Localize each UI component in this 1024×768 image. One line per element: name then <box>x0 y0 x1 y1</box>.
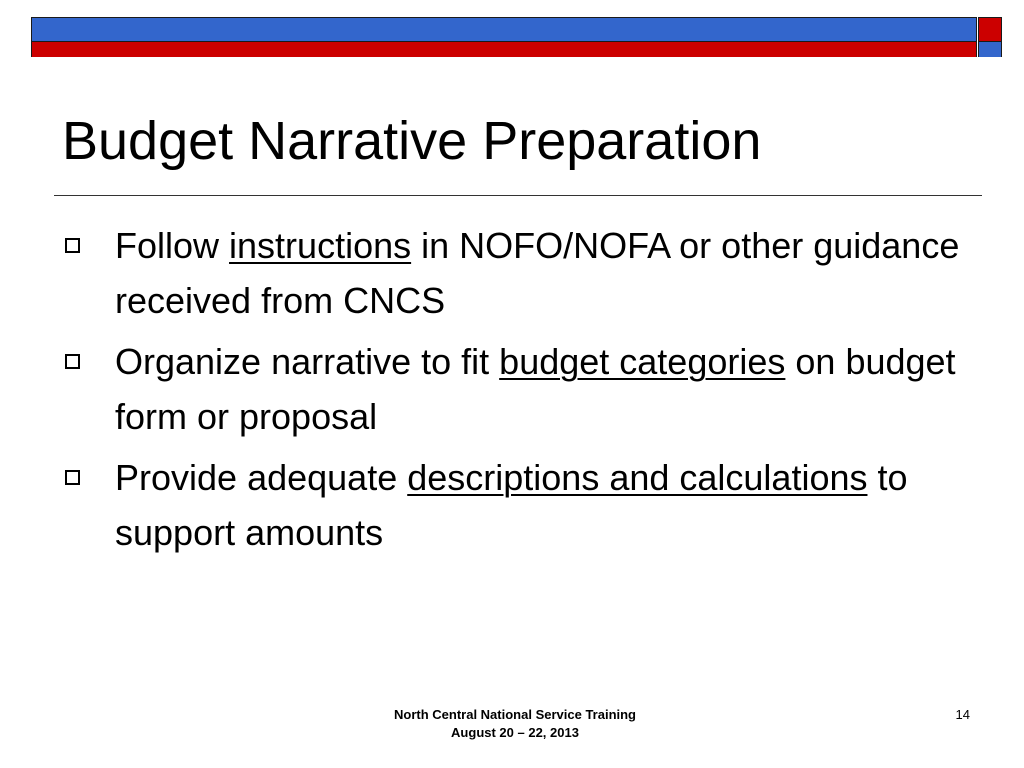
bullet-item-budget-categories <box>62 334 992 444</box>
square-bullet-icon <box>65 470 80 485</box>
bullet-text-pre: Provide adequate <box>115 457 408 498</box>
footer-event-dates: August 20 – 22, 2013 <box>451 725 579 740</box>
bullet-item-instructions <box>62 218 992 328</box>
banner-red-stripe <box>32 42 976 57</box>
footer-event-name: North Central National Service Training <box>394 707 636 722</box>
slide-title: Budget Narrative Preparation <box>62 111 762 171</box>
bullet-item-descriptions <box>62 450 992 560</box>
banner-blue-stripe <box>32 18 976 42</box>
bullet-list <box>62 218 992 566</box>
corner-blue-square <box>979 42 1001 57</box>
bullet-text-underlined: budget categories <box>499 341 786 382</box>
title-divider <box>54 195 982 196</box>
header-banner <box>31 17 977 57</box>
bullet-text-underlined: instructions <box>229 225 412 266</box>
slide-footer <box>330 706 700 742</box>
bullet-text-pre: Follow <box>115 225 230 266</box>
bullet-text-underlined: descriptions and calculations <box>407 457 868 498</box>
square-bullet-icon <box>65 354 80 369</box>
page-number: 14 <box>955 707 970 722</box>
bullet-text-pre: Organize narrative to fit <box>115 341 500 382</box>
bullet-text-post: on budget form or proposal <box>115 341 956 437</box>
banner-corner-block <box>978 17 1002 57</box>
corner-red-square <box>979 18 1001 42</box>
bullet-text-post: to support amounts <box>115 457 908 553</box>
bullet-text-post: in NOFO/NOFA or other guidance received from CNCS <box>115 225 960 321</box>
square-bullet-icon <box>65 238 80 253</box>
